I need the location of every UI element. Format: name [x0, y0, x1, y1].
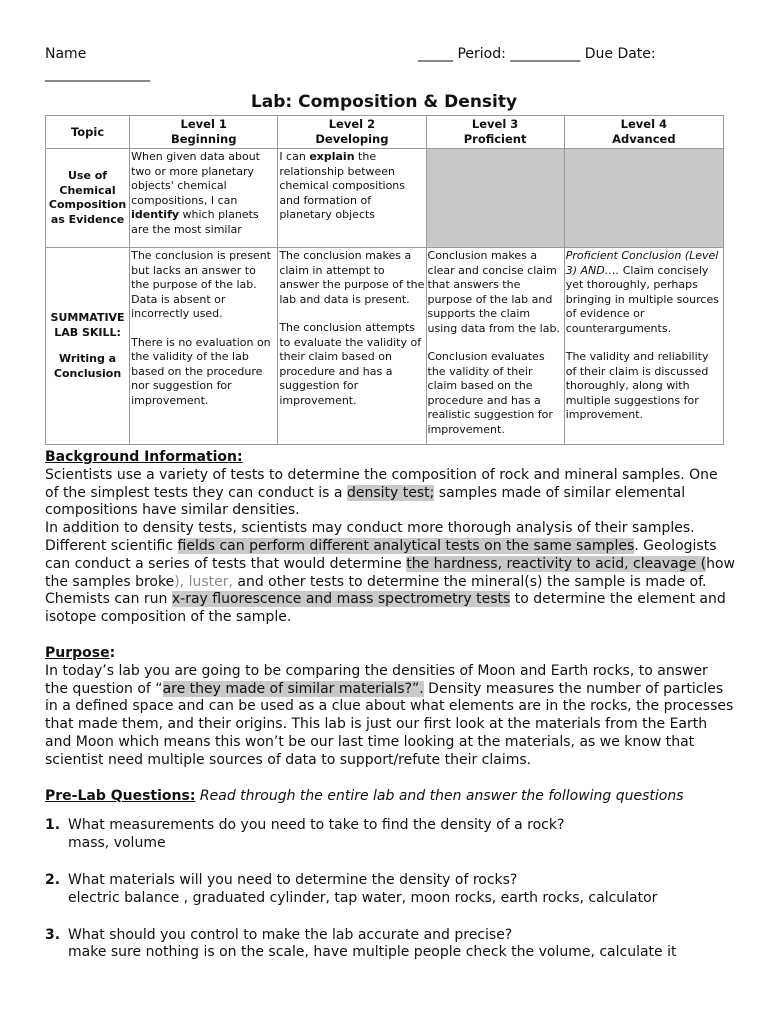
background-heading: Background Information: — [45, 449, 243, 465]
cell-composition-level-3 — [426, 149, 564, 248]
header-level-4: Level 4 Advanced — [564, 116, 723, 149]
header-level-1: Level 1 Beginning — [130, 116, 278, 149]
topic-conclusion: SUMMATIVE LAB SKILL: Writing a Conclusion — [46, 248, 130, 445]
rubric-table — [45, 115, 724, 445]
background-paragraph-1: Scientists use a variety of tests to determine the composition of rock and mineral samples. One of the simplest tests they can conduct is a density test; samples made of similar elemental compositions have similar densities. — [45, 466, 718, 519]
page-title: Lab: Composition & Density — [250, 92, 518, 112]
cell-conclusion-level-4: Proficient Conclusion (Level 3) AND…. Claim concisely yet thoroughly, perhaps bringing in multiple sources of evidence or counterarguments. The validity and reliability of their claim is discussed thoroughly, along with multiple suggestions for improvement. — [564, 248, 723, 445]
prelab-question-2: 2. What materials will you need to determine the density of rocks? electric balance , graduated cylinder, tap water, moon rocks, earth rocks, calculator — [45, 872, 735, 908]
cell-composition-level-1: When given data about two or more planetary objects' chemical compositions, I can identify which planets are the most similar — [130, 149, 278, 248]
cell-conclusion-level-2: The conclusion makes a claim in attempt to answer the purpose of the lab and data is present. The conclusion attempts to evaluate the validity of their claim based on procedure and has a suggestion for improvement. — [278, 248, 426, 445]
header-level-3: Level 3 Proficient — [426, 116, 564, 149]
header-topic: Topic — [46, 116, 130, 149]
purpose-paragraph: In today’s lab you are going to be comparing the densities of Moon and Earth rocks, to answer the question of “are they made of similar materials?”. Density measures the number of particles in a defined space and can be used as a clue about what elements are in the rocks, the processes that made them, and their origins. This lab is just our first look at the materials from the Earth and Moon which means this won’t be our last time looking at the materials, as we know that scientist need multiple sources of data to support/refute their claims. — [45, 662, 734, 768]
background-paragraph-2: In addition to density tests, scientists may conduct more thorough analysis of their samples. Different scientific fields can perform different analytical tests on the same samples. Geologists can conduct a series of tests that would determine the hardness, reactivity to acid, cleavage (how the samples broke), luster, and other tests to determine the mineral(s) the sample is made of. Chemists can run x-ray fluorescence and mass spectrometry tests to determine the element and isotope composition of the sample. — [45, 520, 735, 626]
name-label: Name — [45, 46, 87, 62]
rubric-header-row — [46, 116, 724, 149]
topic-composition: Use of Chemical Composition as Evidence — [46, 149, 130, 248]
rubric-row-conclusion — [46, 248, 724, 445]
period-due-date-line: _____ Period: __________ Due Date: — [418, 46, 656, 62]
document-body — [45, 449, 735, 962]
purpose-heading: Purpose: — [45, 644, 116, 661]
prelab-question-3: 3. What should you control to make the lab accurate and precise? make sure nothing is on the scale, have multiple people check the volume, calculate it — [45, 927, 735, 963]
prelab-heading: Pre-Lab Questions: Read through the entire lab and then answer the following questions — [45, 787, 684, 804]
name-blank[interactable]: _______________ — [45, 66, 150, 82]
header-level-2: Level 2 Developing — [278, 116, 426, 149]
answer-1[interactable]: mass, volume — [68, 835, 166, 852]
answer-3[interactable]: make sure nothing is on the scale, have multiple people check the volume, calculate it — [68, 944, 677, 961]
cell-composition-level-2: I can explain the relationship between chemical compositions and formation of planetary objects — [278, 149, 426, 248]
answer-2[interactable]: electric balance , graduated cylinder, tap water, moon rocks, earth rocks, calculator — [68, 889, 658, 906]
rubric-row-composition — [46, 149, 724, 248]
prelab-question-1: 1. What measurements do you need to take to find the density of a rock? mass, volume — [45, 817, 735, 853]
cell-composition-level-4 — [564, 149, 723, 248]
cell-conclusion-level-1: The conclusion is present but lacks an answer to the purpose of the lab. Data is absent or incorrectly used. There is no evaluation on the validity of the lab based on the procedure nor suggestion for improvement. — [130, 248, 278, 445]
cell-conclusion-level-3: Conclusion makes a clear and concise claim that answers the purpose of the lab and supports the claim using data from the lab. Conclusion evaluates the validity of their claim based on the procedure and has a realistic suggestion for improvement. — [426, 248, 564, 445]
